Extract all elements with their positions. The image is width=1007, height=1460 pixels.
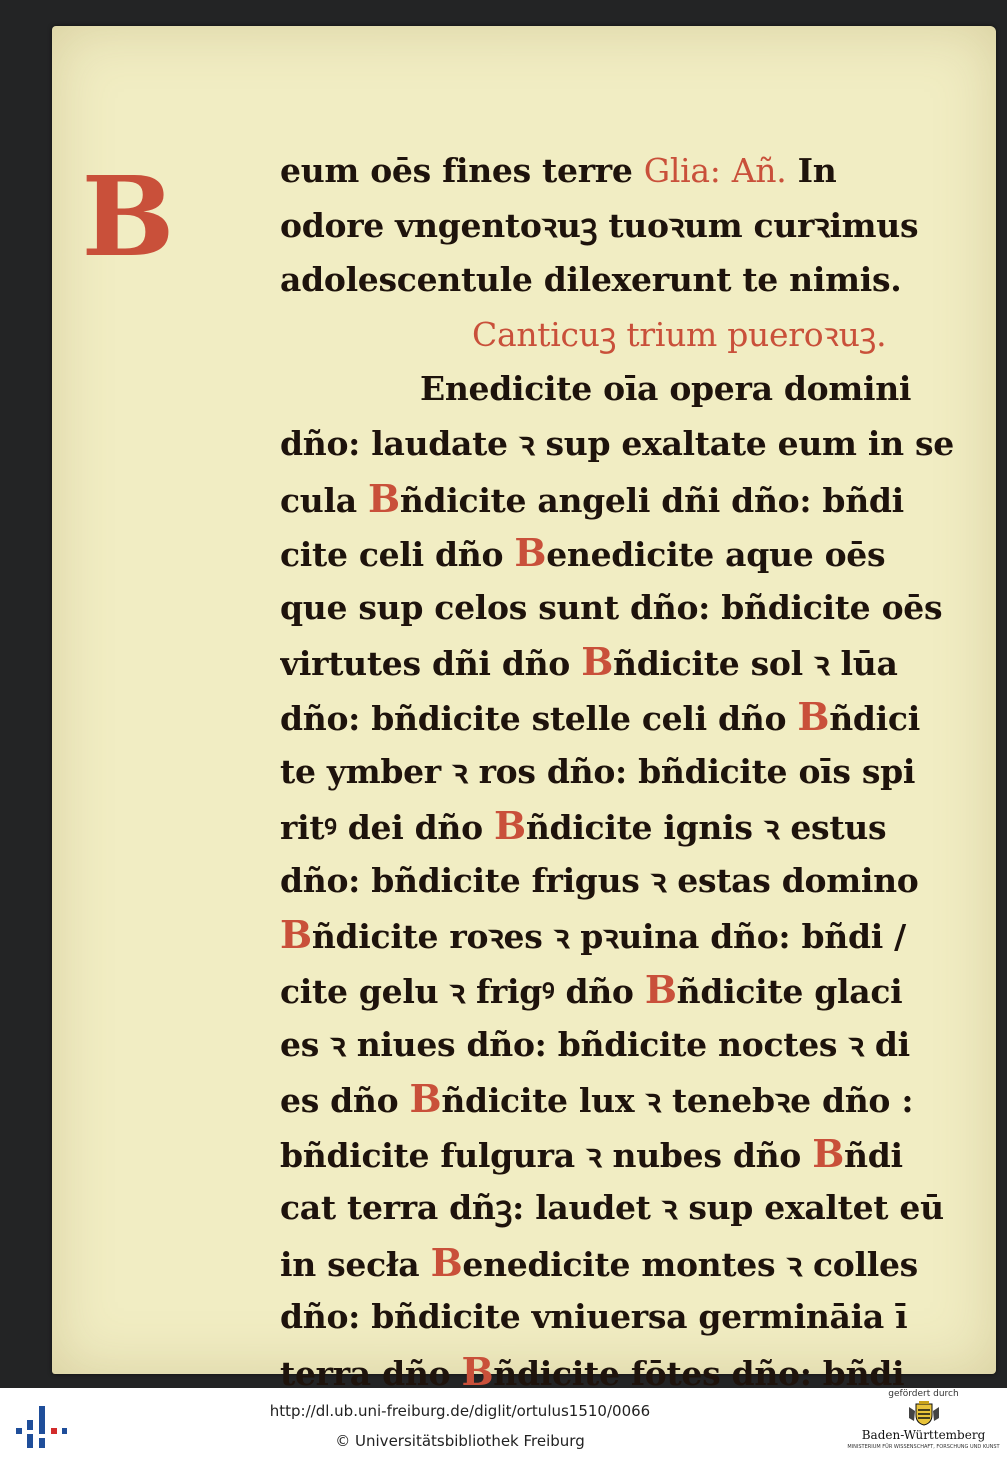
text-segment: virtutes dñi dño [280,644,582,684]
text-segment: in secła [280,1244,431,1284]
rubric-text: Canticuꝫ trium pueroꝛuꝫ. [472,314,887,354]
text-line [280,1072,1006,1127]
text-line [280,1018,1006,1073]
rubric-text: Glia: [643,151,721,190]
text-segment: enedicite aque oēs [546,535,886,575]
text-segment: cula [280,480,368,520]
text-segment: ñdicite lux ꝛ tenebꝛe dño : [441,1081,914,1121]
sponsor-block [840,1388,1007,1460]
text-segment: cite celi dño [280,535,515,575]
text-line [280,854,1006,909]
coat-of-arms-icon [907,1401,941,1427]
text-segment: enedicite montes ꝛ colles [462,1244,918,1284]
text-line [280,1345,1006,1388]
text-segment [721,151,732,190]
text-line [280,799,1006,854]
text-line [280,908,1006,963]
text-line [280,635,1006,690]
text-segment: ñdicite sol ꝛ lūa [613,644,898,684]
text-segment: dño: bñdicite stelle celi dño [280,698,798,738]
rubric-initial: B [409,1076,442,1122]
text-segment: ñdi [844,1135,903,1175]
text-line [280,253,1006,308]
text-segment: odore vngentoꝛuꝫ tuoꝛum curꝛimus [280,205,919,245]
manuscript-page [52,26,996,1388]
text-line [280,308,1006,363]
text-segment: es dño [280,1081,410,1121]
text-line [280,144,1006,199]
rubric-text: Añ. [731,151,787,190]
rubric-initial: B [581,639,614,685]
text-segment: dño: laudate ꝛ sup exaltate eum in se [280,423,954,463]
text-line [280,1236,1006,1291]
text-segment: terra dño [280,1354,462,1388]
text-segment: ñdicite roꝛes ꝛ pꝛuina dño: bñdi / [311,917,906,957]
text-line [280,417,1006,472]
rubric-initial: B [494,803,526,849]
text-line [280,526,1006,581]
permalink-url[interactable]: http://dl.ub.uni-freiburg.de/diglit/ortulus1510/0066 [269,1402,651,1420]
text-line [280,1181,1006,1236]
sponsor-ministry: MINISTERIUM FÜR WISSENSCHAFT, FORSCHUNG UND KUNST [847,1444,1000,1450]
decorated-initial: B [81,152,175,281]
text-segment: ñdici [829,698,920,738]
text-line [280,690,1006,745]
text-segment: que sup celos sunt dño: bñdicite oēs [280,587,943,627]
text-line [280,362,1006,417]
text-line [280,199,1006,254]
sponsor-name: Baden-Württemberg [861,1428,986,1442]
text-segment: ñdicite glaci [676,971,903,1011]
copyright-notice: © Universitätsbibliothek Freiburg [335,1432,585,1450]
text-segment: cite gelu ꝛ frigꝰ dño [280,971,645,1011]
rubric-initial: B [797,693,830,739]
text-segment: te ymber ꝛ ros dño: bñdicite oīs spi [280,751,916,791]
sponsor-label: gefördert durch [888,1389,959,1399]
text-segment: dño: bñdicite frigus ꝛ estas domino [280,860,919,900]
text-segment: Enedicite oīa opera domini [420,369,912,409]
rubric-initial: B [368,475,400,521]
text-line [280,1127,1006,1182]
text-line [280,1290,1006,1345]
text-line [280,581,1006,636]
text-line [280,745,1006,800]
text-segment: ñdicite angeli dñi dño: bñdi [399,480,904,520]
rubric-initial: B [812,1130,845,1176]
text-segment: dño: bñdicite vniuersa germināia ī [280,1297,908,1337]
text-segment: es ꝛ niues dño: bñdicite noctes ꝛ di [280,1024,910,1064]
text-segment: ñdicite ignis ꝛ estus [525,808,887,848]
text-segment: ritꝰ dei dño [280,808,495,848]
text-segment: adolescentule dilexerunt te nimis. [280,260,902,300]
text-segment: eum oēs fines terre [280,151,644,190]
text-line [280,472,1006,527]
rubric-initial: B [280,912,312,958]
text-block [280,144,1006,1388]
rubric-initial: B [430,1239,463,1285]
text-segment: ñdicite fōtes dño: bñdi [493,1354,905,1388]
text-segment: bñdicite fulgura ꝛ nubes dño [280,1135,813,1175]
rubric-initial: B [514,530,547,576]
text-segment: cat terra dñꝫ: laudet ꝛ sup exaltet eū [280,1188,944,1228]
rubric-initial: B [644,966,677,1012]
footer [0,1388,1007,1460]
rubric-initial: B [461,1349,494,1388]
text-segment: In [786,151,837,190]
text-line [280,963,1006,1018]
